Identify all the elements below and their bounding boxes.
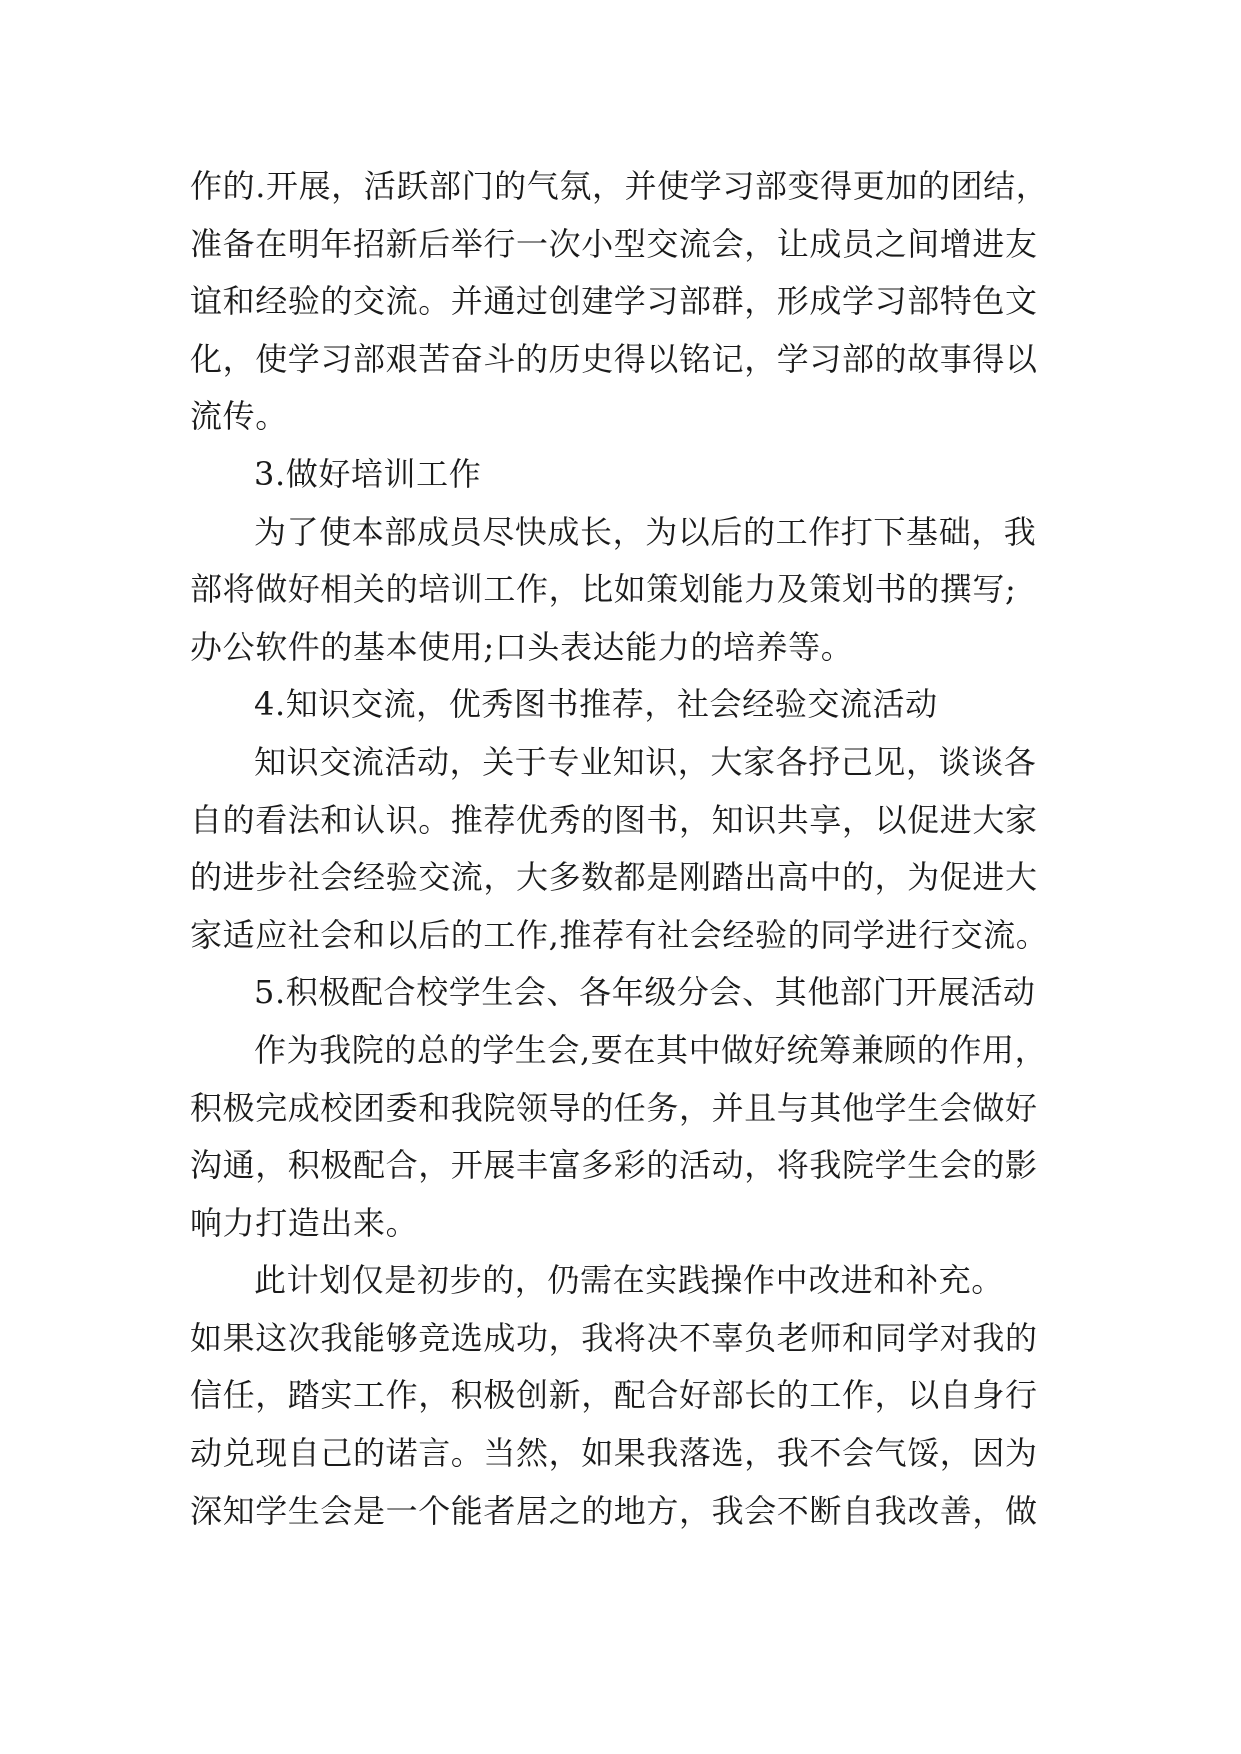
- document-body: [190, 158, 1060, 1540]
- text-line: 5.积极配合校学生会、各年级分会、其他部门开展活动: [254, 973, 1036, 1012]
- text-line: 部将做好相关的培训工作，比如策划能力及策划书的撰写;: [190, 570, 1017, 609]
- text-line: 作为我院的总的学生会,要在其中做好统筹兼顾的作用，: [254, 1030, 1048, 1069]
- text-line: 自的看法和认识。推荐优秀的图书，知识共享，以促进大家: [190, 800, 1038, 839]
- text-line: 谊和经验的交流。并通过创建学习部群，形成学习部特色文: [190, 282, 1038, 321]
- text-line: 3.做好培训工作: [254, 454, 482, 493]
- text-line: 办公软件的基本使用;口头表达能力的培养等。: [190, 627, 854, 666]
- text-line: 响力打造出来。: [190, 1203, 419, 1242]
- text-line: 流传。: [190, 397, 288, 436]
- text-line: 为了使本部成员尽快成长，为以后的工作打下基础，我: [254, 512, 1037, 551]
- text-line: 沟通，积极配合，开展丰富多彩的活动，将我院学生会的影: [190, 1146, 1038, 1185]
- text-line: 动兑现自己的诺言。当然，如果我落选，我不会气馁，因为: [190, 1434, 1038, 1473]
- text-line: 作的.开展，活跃部门的气氛，并使学习部变得更加的团结，: [190, 167, 1049, 205]
- text-line: 4.知识交流，优秀图书推荐，社会经验交流活动: [254, 685, 938, 724]
- text-line: 准备在明年招新后举行一次小型交流会，让成员之间增进友: [190, 224, 1038, 263]
- text-line: 积极完成校团委和我院领导的任务，并且与其他学生会做好: [190, 1088, 1038, 1127]
- text-line: 此计划仅是初步的，仍需在实践操作中改进和补充。: [254, 1261, 1004, 1300]
- text-line: 知识交流活动，关于专业知识，大家各抒己见，谈谈各: [254, 742, 1037, 781]
- text-line: 深知学生会是一个能者居之的地方，我会不断自我改善，做: [190, 1491, 1038, 1530]
- text-line: 家适应社会和以后的工作,推荐有社会经验的同学进行交流。: [190, 915, 1049, 954]
- text-line: 的进步社会经验交流，大多数都是刚踏出高中的，为促进大: [190, 858, 1038, 897]
- text-line: 如果这次我能够竞选成功，我将决不辜负老师和同学对我的: [190, 1318, 1038, 1357]
- text-line: 信任，踏实工作，积极创新，配合好部长的工作，以自身行: [190, 1376, 1038, 1415]
- text-line: 化，使学习部艰苦奋斗的历史得以铭记，学习部的故事得以: [190, 339, 1038, 378]
